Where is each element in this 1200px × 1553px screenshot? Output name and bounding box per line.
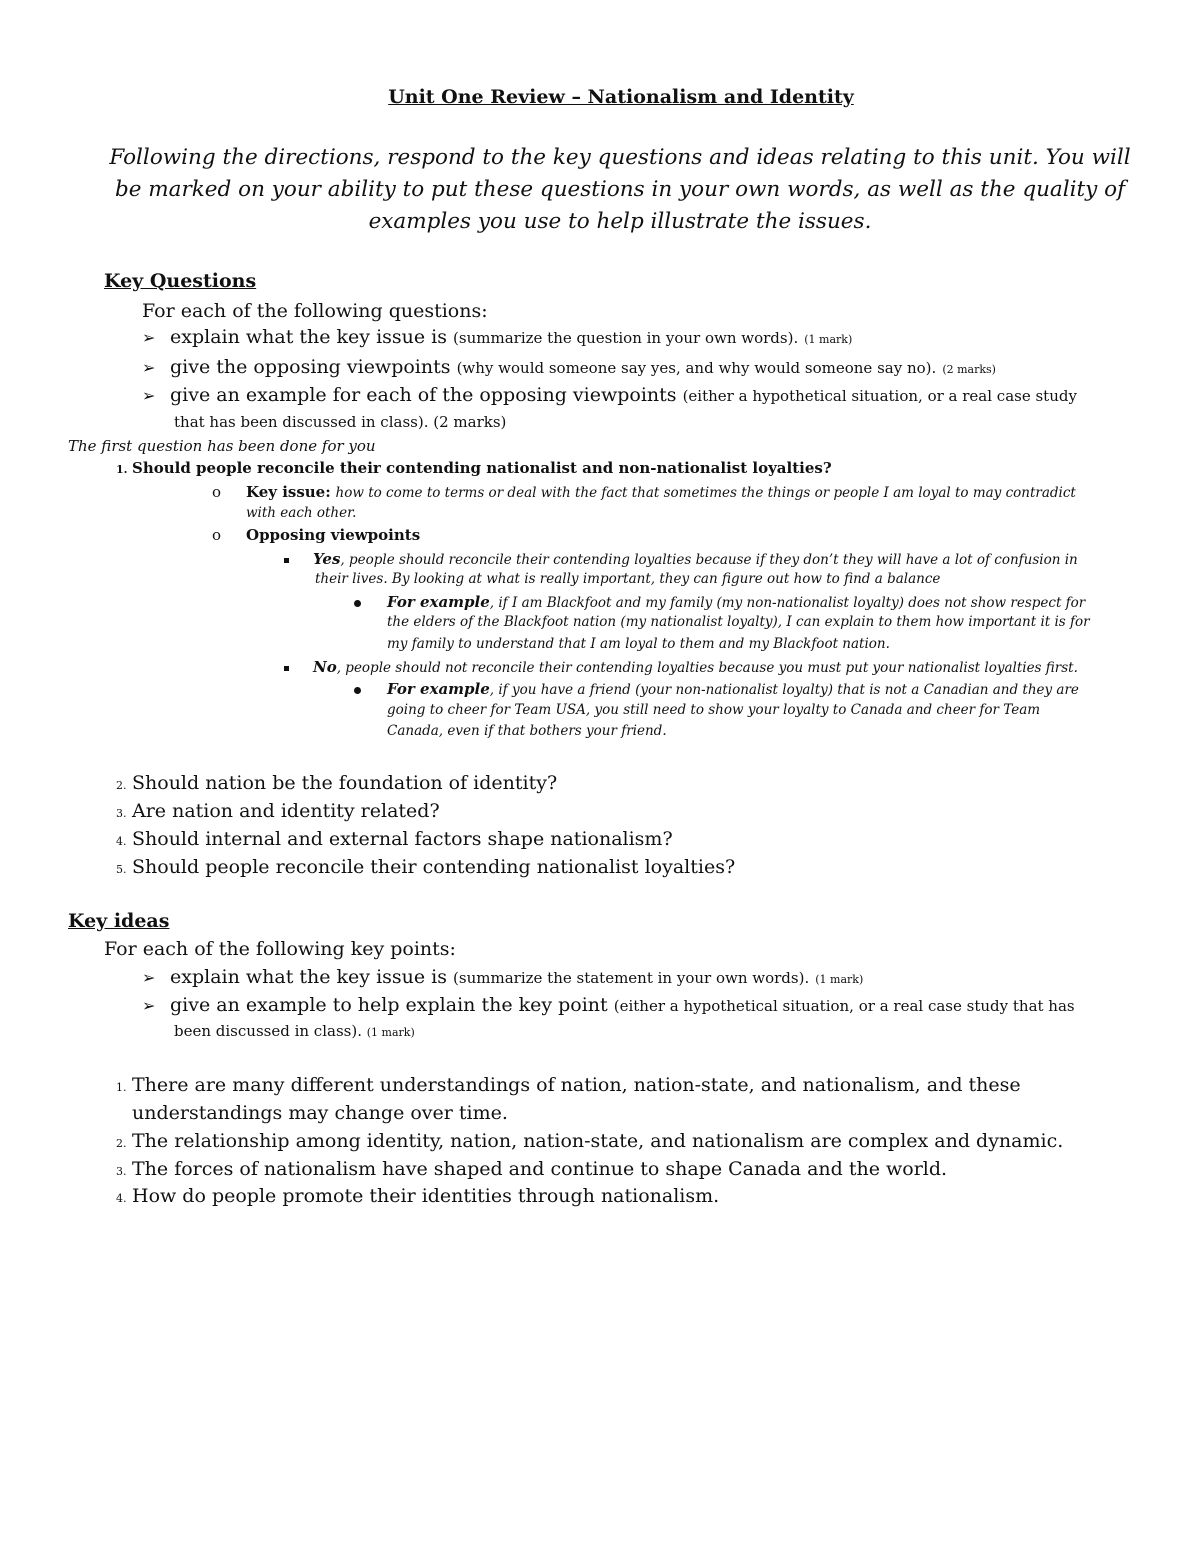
- dot-bullet-icon: [354, 600, 361, 607]
- kq-bullet-1: ➢ explain what the key issue is (summarize the question in your own words). (1 mark): [142, 326, 853, 348]
- ki-bullet-2: ➢ give an example to help explain the key point (either a hypothetical situation, or a real case study that has: [142, 994, 1075, 1016]
- arrow-bullet-icon: ➢: [142, 358, 156, 377]
- arrow-bullet-icon: ➢: [142, 328, 156, 347]
- yes-example-cont-1: the elders of the Blackfoot nation (my nationalist loyalty), I can explain to them how important it is for: [387, 614, 1090, 630]
- yes-viewpoint: Yes, people should reconcile their contending loyalties because if they don’t they will have a lot of confusion in: [284, 550, 1078, 568]
- key-questions-lead: For each of the following questions:: [142, 300, 488, 322]
- question-2: 2. Should nation be the foundation of identity?: [116, 772, 558, 794]
- ki-bullet-1: ➢ explain what the key issue is (summarize the statement in your own words). (1 mark): [142, 966, 864, 988]
- circle-bullet-icon: o: [212, 483, 222, 501]
- opposing-line: o Opposing viewpoints: [212, 526, 421, 544]
- intro-paragraph: Following the directions, respond to the key questions and ideas relating to this unit. You will be marked on your ability to put these questions in your own words, as well as the quality of examples you use to help illustrate the issues.: [109, 145, 1131, 234]
- example-question: 1. Should people reconcile their contending nationalist and non-nationalist loyalties?: [116, 459, 832, 477]
- key-issue-cont: with each other.: [246, 505, 357, 521]
- ki-bullet-2-cont: been discussed in class). (1 mark): [174, 1022, 415, 1040]
- square-bullet-icon: [284, 666, 289, 671]
- kq-bullet-3-cont: that has been discussed in class). (2 marks): [174, 413, 507, 431]
- arrow-bullet-icon: ➢: [142, 386, 156, 405]
- arrow-bullet-icon: ➢: [142, 996, 156, 1015]
- no-example-cont-1: going to cheer for Team USA, you still need to show your loyalty to Canada and cheer for Team: [387, 702, 1041, 718]
- no-example: For example, if you have a friend (your non-nationalist loyalty) that is not a Canadian and they are: [354, 680, 1079, 698]
- yes-example: For example, if I am Blackfoot and my family (my non-nationalist loyalty) does not show respect for: [354, 593, 1085, 611]
- no-viewpoint: No, people should not reconcile their contending loyalties because you must put your nationalist loyalties first.: [284, 658, 1078, 676]
- yes-example-cont-2: my family to understand that I am loyal to them and my Blackfoot nation.: [387, 636, 890, 652]
- kq-bullet-2: ➢ give the opposing viewpoints (why would someone say yes, and why would someone say no). (2 marks): [142, 356, 996, 378]
- key-ideas-heading: Key ideas: [68, 910, 170, 932]
- key-issue-line: o Key issue: how to come to terms or deal with the fact that sometimes the things or people I am loyal to may contradict: [212, 483, 1076, 501]
- key-idea-4: 4. How do people promote their identities through nationalism.: [116, 1185, 720, 1207]
- key-idea-1: 1. There are many different understandings of nation, nation-state, and nationalism, and these: [116, 1074, 1021, 1096]
- dot-bullet-icon: [354, 687, 361, 694]
- circle-bullet-icon: o: [212, 526, 222, 544]
- question-4: 4. Should internal and external factors shape nationalism?: [116, 828, 673, 850]
- key-ideas-lead: For each of the following key points:: [104, 938, 456, 960]
- key-questions-heading: Key Questions: [104, 270, 257, 292]
- kq-bullet-3: ➢ give an example for each of the opposing viewpoints (either a hypothetical situation, or a real case study: [142, 384, 1077, 406]
- square-bullet-icon: [284, 558, 289, 563]
- page-title: Unit One Review – Nationalism and Identity: [388, 86, 854, 108]
- question-3: 3. Are nation and identity related?: [116, 800, 440, 822]
- no-example-cont-2: Canada, even if that bothers your friend.: [387, 723, 667, 739]
- key-idea-1-cont: understandings may change over time.: [132, 1102, 508, 1124]
- yes-viewpoint-cont: their lives. By looking at what is really important, they can figure out how to find a balance: [315, 571, 941, 587]
- key-idea-3: 3. The forces of nationalism have shaped and continue to shape Canada and the world.: [116, 1158, 948, 1180]
- question-5: 5. Should people reconcile their contending nationalist loyalties?: [116, 856, 736, 878]
- arrow-bullet-icon: ➢: [142, 968, 156, 987]
- key-idea-2: 2. The relationship among identity, nation, nation-state, and nationalism are complex and dynamic.: [116, 1130, 1064, 1152]
- done-note: The first question has been done for you: [68, 437, 376, 455]
